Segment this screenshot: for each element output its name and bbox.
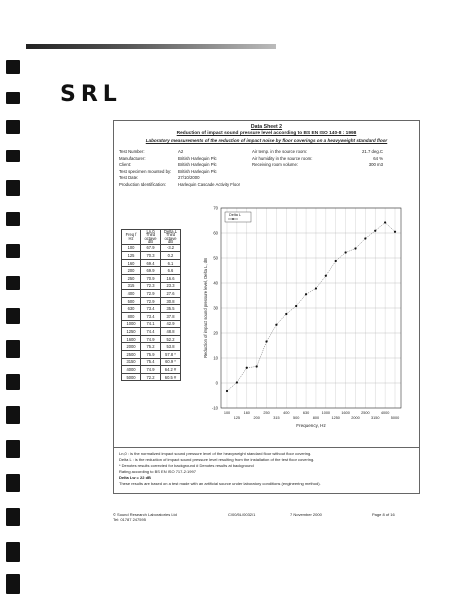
delta-l-cell: 6.1: [161, 259, 181, 267]
legend-label: Delta L: [229, 213, 242, 217]
table-row: [122, 267, 181, 275]
info-label: Production Identification:: [119, 181, 167, 187]
x-tick-label: 1000: [321, 411, 331, 415]
env-value: 300 m3: [368, 162, 384, 168]
srl-logo: SRL: [60, 82, 122, 107]
table-row: [122, 244, 181, 252]
x-tick-label: 400: [283, 411, 290, 415]
divider: [114, 447, 419, 448]
scan-edge-bar: [26, 44, 276, 49]
x-axis-label: Frequency, Hz: [296, 423, 326, 428]
x-tick-label: 200: [253, 416, 260, 420]
table-row: [122, 275, 181, 283]
freq-cell: 400: [122, 290, 141, 298]
ln0-cell: 74.4: [141, 328, 161, 336]
company-tel: Tel: 01787 247595: [113, 517, 146, 522]
x-tick-label: 1250: [331, 416, 340, 420]
footer-date: 7 November 2000: [290, 512, 322, 517]
delta-l-cell: 23.3: [161, 282, 181, 290]
rating-label: Rating according to BS EN ISO 717-2:1997: [119, 469, 196, 474]
results-table: [121, 229, 181, 381]
data-point: [246, 367, 248, 369]
ln0-cell: 75.4: [141, 358, 161, 366]
info-label: Test specimen mounted by:: [119, 168, 172, 174]
y-tick-label: 50: [213, 255, 218, 261]
x-tick-label: 315: [273, 416, 280, 420]
table-row: [122, 312, 181, 320]
ln0-cell: 72.9: [141, 290, 161, 298]
info-label: Test Number:: [119, 149, 145, 154]
table-row: [122, 350, 181, 358]
binding-ring: [6, 508, 20, 526]
freq-cell: 200: [122, 267, 141, 275]
sheet-title: Data Sheet 2: [250, 124, 283, 130]
footer-page: Page 8 of 16: [372, 512, 395, 517]
table-row: [122, 282, 181, 290]
info-value: British Harlequin Plc: [178, 162, 217, 168]
data-point: [354, 247, 356, 249]
chart-series: [226, 221, 396, 392]
binding-ring: [6, 276, 20, 290]
footer-company: [113, 512, 177, 522]
notes-block: [119, 451, 415, 487]
data-point: [305, 293, 307, 295]
ln0-cell: 69.4: [141, 259, 161, 267]
data-point: [256, 365, 258, 367]
ln0-cell: 73.4: [141, 305, 161, 313]
delta-l-chart: [193, 200, 413, 440]
table-row: [122, 297, 181, 305]
data-point: [335, 260, 337, 262]
ln0-cell: 70.9: [141, 275, 161, 283]
delta-l-cell: 60.5 #: [161, 373, 181, 381]
table-row: [122, 343, 181, 351]
delta-l-cell: 35.5: [161, 305, 181, 313]
ln0-cell: 72.9: [141, 297, 161, 305]
data-point: [394, 231, 396, 233]
env-values: [362, 149, 383, 169]
env-label: Air temp. in the source room:: [252, 149, 308, 154]
x-tick-label: 100: [223, 411, 231, 415]
freq-cell: 1600: [122, 335, 141, 343]
data-point: [374, 230, 376, 232]
binding-ring: [6, 92, 20, 104]
y-tick-label: 20: [213, 330, 218, 336]
binding-ring: [6, 150, 20, 162]
sheet-subtitle: Reduction of impact sound pressure level according to BS EN ISO 140-8 : 1998: [176, 131, 357, 136]
info-value: Harlequin Cascade Activity Floor: [178, 181, 241, 187]
delta-l-cell: 30.8: [161, 297, 181, 305]
data-point: [236, 381, 238, 383]
table-row: [122, 335, 181, 343]
freq-cell: 4000: [122, 366, 141, 374]
binding-ring: [6, 406, 20, 424]
info-label: Manufacturer:: [119, 155, 146, 161]
freq-cell: 2500: [122, 350, 141, 358]
binding-ring: [6, 440, 20, 458]
footnote: These results are based on a test made with an artificial source under laboratory conditions (engineering method).: [119, 481, 321, 486]
y-tick-label: 40: [213, 280, 218, 286]
binding-ring: [6, 542, 20, 562]
y-tick-label: 10: [213, 355, 218, 361]
ln0-cell: 67.9: [141, 244, 161, 252]
y-tick-label: -10: [211, 405, 218, 411]
freq-cell: 5000: [122, 373, 141, 381]
info-value: 27/10/2000: [178, 175, 200, 181]
note-ln0: Ln,0 : is the normalized impact sound pressure level of the heavyweight standard floor without floor covering.: [119, 451, 312, 456]
env-label: Receiving room volume:: [252, 162, 299, 168]
x-tick-label: 500: [293, 416, 300, 420]
delta-l-cell: 57.8 *: [161, 350, 181, 358]
data-point: [295, 305, 297, 307]
freq-cell: 1000: [122, 320, 141, 328]
freq-cell: 160: [122, 259, 141, 267]
freq-cell: 500: [122, 297, 141, 305]
chart-grid: [221, 208, 401, 408]
data-sheet: [113, 120, 420, 494]
data-point: [315, 287, 317, 289]
binding-ring: [6, 574, 20, 594]
col-header-delta-l: Delta L Third octave dB: [161, 230, 181, 245]
freq-cell: 630: [122, 305, 141, 313]
freq-cell: 100: [122, 244, 141, 252]
table-row: [122, 290, 181, 298]
data-point: [364, 237, 366, 239]
binding-ring: [6, 212, 20, 226]
binding-ring: [6, 374, 20, 390]
table-row: [122, 328, 181, 336]
table-row: [122, 259, 181, 267]
note-delta-l: Delta L : is the reduction of impact sound pressure level resulting from the installation of the test floor covering.: [119, 457, 315, 462]
x-tick-label: 4000: [380, 411, 390, 415]
series-line-delta-l: [227, 223, 395, 392]
freq-cell: 250: [122, 275, 141, 283]
spiral-binding: [0, 0, 26, 600]
table-row: [122, 252, 181, 260]
sheet-subtitle-2: Laboratory measurements of the reduction of impact noise by floor coverings on a heavyweight standard floor: [145, 138, 388, 143]
delta-l-cell: 27.6: [161, 290, 181, 298]
ln0-cell: 75.9: [141, 350, 161, 358]
delta-l-cell: 60.9 *: [161, 358, 181, 366]
chart-axes: [203, 206, 401, 429]
binding-ring: [6, 244, 20, 258]
data-point: [265, 340, 267, 342]
delta-l-cell: 0.2: [161, 252, 181, 260]
table-row: [122, 373, 181, 381]
legend-marker: [232, 218, 234, 220]
info-values: [178, 149, 240, 189]
ln0-cell: 74.1: [141, 320, 161, 328]
data-point: [285, 313, 287, 315]
binding-ring: [6, 474, 20, 492]
env-value: 21.7 deg.C: [362, 149, 384, 154]
info-label: Test Date:: [119, 175, 139, 181]
ln0-cell: 73.4: [141, 312, 161, 320]
x-tick-label: 5000: [390, 416, 400, 420]
col-header-freq: Freq f Hz: [122, 230, 141, 245]
freq-cell: 125: [122, 252, 141, 260]
data-point: [384, 221, 386, 223]
delta-l-cell: 42.9: [161, 320, 181, 328]
delta-l-cell: 16.6: [161, 275, 181, 283]
delta-l-cell: 48.8: [161, 328, 181, 336]
freq-cell: 800: [122, 312, 141, 320]
col-header-ln0: Ln,0 Third octave dB: [141, 230, 161, 245]
ln0-cell: 72.3: [141, 282, 161, 290]
delta-l-cell: -3.2: [161, 244, 181, 252]
info-value: A2: [178, 149, 184, 154]
x-tick-label: 1600: [341, 411, 350, 415]
env-labels: [252, 149, 312, 169]
x-tick-label: 630: [302, 411, 310, 415]
delta-l-cell: 64.2 #: [161, 366, 181, 374]
x-tick-label: 3150: [371, 416, 380, 420]
company-name: © Sound Research Laboratories Ltd: [113, 512, 177, 517]
x-tick-label: 125: [233, 416, 241, 420]
ln0-cell: 72.2: [141, 373, 161, 381]
ln0-cell: 74.9: [141, 335, 161, 343]
delta-l-cell: 52.2: [161, 335, 181, 343]
data-point: [226, 390, 228, 392]
env-value: 64 %: [373, 155, 384, 161]
delta-l-cell: 6.6: [161, 267, 181, 275]
info-value: British Harlequin Plc: [178, 155, 217, 161]
y-tick-label: 30: [213, 305, 218, 311]
info-label: Client:: [119, 162, 132, 168]
table-row: [122, 358, 181, 366]
footer-ref: C/00/5L/0032/1: [228, 512, 256, 517]
x-tick-label: 800: [312, 416, 320, 420]
freq-cell: 315: [122, 282, 141, 290]
y-tick-label: 0: [215, 380, 218, 386]
x-tick-label: 250: [263, 411, 270, 415]
ln0-cell: 70.3: [141, 252, 161, 260]
freq-cell: 2000: [122, 343, 141, 351]
ln0-cell: 74.9: [141, 366, 161, 374]
x-tick-label: 2000: [351, 416, 360, 420]
delta-l-cell: 53.8: [161, 343, 181, 351]
y-axis-label: Reduction of impact sound pressure level, Delta L, dB: [203, 258, 208, 358]
binding-ring: [6, 180, 20, 196]
delta-l-cell: 37.8: [161, 312, 181, 320]
info-value: British Harlequin Plc: [178, 168, 217, 174]
ln0-cell: 69.9: [141, 267, 161, 275]
binding-ring: [6, 340, 20, 358]
table-row: [122, 320, 181, 328]
table-row: [122, 366, 181, 374]
binding-ring: [6, 60, 20, 74]
data-point: [325, 275, 327, 277]
y-tick-label: 60: [213, 230, 218, 236]
data-point: [344, 251, 346, 253]
freq-cell: 1250: [122, 328, 141, 336]
x-tick-label: 160: [243, 411, 250, 415]
data-point: [275, 324, 277, 326]
info-labels: [119, 149, 171, 189]
x-tick-label: 2500: [361, 411, 370, 415]
freq-cell: 3150: [122, 358, 141, 366]
rating-value: Delta Lw = 22 dB: [119, 475, 151, 480]
note-symbols: * Denotes results corrected for background # Denotes results at background: [119, 463, 254, 468]
env-label: Air humidity in the source room:: [252, 155, 313, 161]
ln0-cell: 75.2: [141, 343, 161, 351]
y-tick-label: 70: [213, 205, 218, 211]
binding-ring: [6, 120, 20, 134]
binding-ring: [6, 308, 20, 324]
table-row: [122, 305, 181, 313]
